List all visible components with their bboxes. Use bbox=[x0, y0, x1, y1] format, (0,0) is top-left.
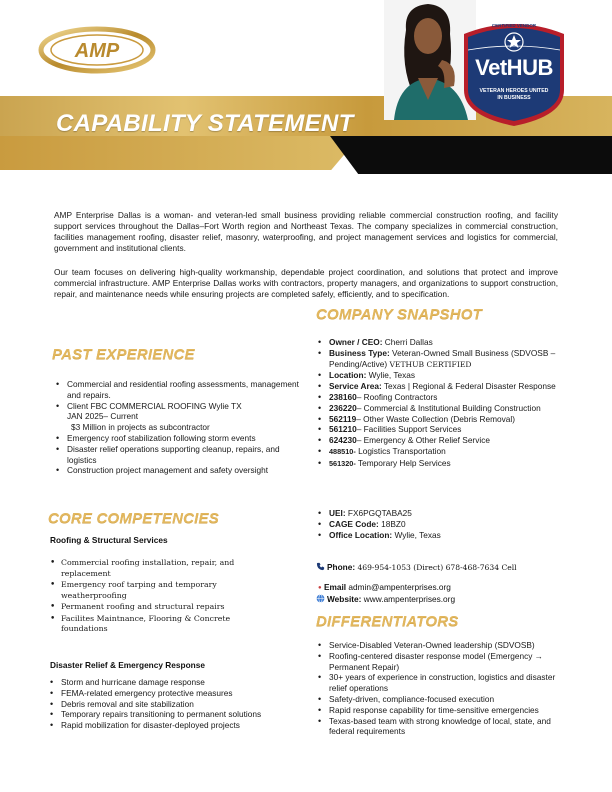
list-item: • FEMA-related emergency protective measures bbox=[48, 688, 288, 699]
naics-item bbox=[316, 424, 556, 435]
business-type-label: Business Type: bbox=[329, 347, 390, 358]
naics-desc: – Emergency & Other Relief Service bbox=[356, 435, 490, 446]
email-bullet-icon: ● bbox=[318, 585, 322, 591]
email-value[interactable]: admin@ampenterprises.org bbox=[348, 582, 451, 592]
past-experience-title: PAST EXPERIENCE bbox=[52, 346, 195, 363]
email-label: Email bbox=[323, 582, 347, 592]
naics-desc: – Facilities Support Services bbox=[356, 424, 462, 435]
naics-item bbox=[316, 403, 556, 414]
website-label: Website: bbox=[327, 594, 362, 604]
service-area-label: Service Area: bbox=[329, 381, 382, 392]
list-item bbox=[54, 401, 304, 433]
naics-code: 561210 bbox=[329, 424, 357, 435]
cage-label: CAGE Code: bbox=[329, 518, 379, 529]
logo-text: AMP bbox=[74, 40, 120, 62]
service-area-item bbox=[316, 381, 556, 392]
list-item: • Commercial and residential roofing assessments, management and repairs. bbox=[54, 379, 304, 401]
office-label: Office Location: bbox=[329, 529, 393, 540]
uei-value: FX6PGQTABA25 bbox=[347, 508, 412, 518]
list-item: • Debris removal and site stabilization bbox=[48, 699, 288, 710]
intro-paragraph-1: AMP Enterprise Dallas is a woman- and veteran-led small business providing reliable commercial construction roofing, and facility support services throughout the Dallas–Fort Worth region and Northeast Texas. The company specializes in commercial construction, facilities management roofing, disaster relief, masonry, waterproofing, and project management services and logistics for commercial, government and institutional clients. bbox=[54, 210, 558, 253]
naics-desc: – Other Waste Collection (Debris Removal) bbox=[356, 413, 516, 424]
core-competencies-title: CORE COMPETENCIES bbox=[48, 510, 219, 527]
disaster-list bbox=[48, 677, 288, 731]
list-item: • Safety-driven, compliance-focused execution bbox=[316, 694, 560, 705]
website-value[interactable]: www.ampenterprises.org bbox=[363, 594, 456, 604]
vethub-certified: VETHUB CERTIFIED bbox=[389, 359, 472, 369]
naics-desc: – Roofing Contractors bbox=[356, 391, 438, 402]
vethub-tagline-1: VETERAN HEROES UNITED bbox=[479, 88, 549, 94]
list-item: • Facilites Maintnance, Flooring & Concrete foundations bbox=[48, 614, 248, 635]
vethub-tagline-2: IN BUSINESS bbox=[497, 94, 531, 101]
amp-logo bbox=[38, 26, 156, 74]
vethub-name: VetHUB bbox=[475, 55, 553, 80]
owner-value: Cherri Dallas bbox=[384, 337, 433, 347]
header bbox=[0, 0, 612, 182]
client-line-2: JAN 2025– Current bbox=[67, 411, 139, 422]
naics-code: 624230 bbox=[329, 435, 357, 446]
list-item: • Roofing-centered disaster response model (Emergency → Permanent Repair) bbox=[316, 651, 560, 673]
list-item: • Emergency roof tarping and temporary weatherproofing bbox=[48, 580, 248, 601]
client-line-1: Client FBC COMMERCIAL ROOFING Wylie TX bbox=[67, 400, 242, 411]
cage-value: 18BZ0 bbox=[381, 518, 406, 529]
location-item bbox=[316, 370, 556, 381]
list-item: • Storm and hurricane damage response bbox=[48, 677, 288, 688]
company-snapshot-title: COMPANY SNAPSHOT bbox=[316, 306, 482, 323]
differentiators-title: DIFFERENTIATORS bbox=[316, 613, 459, 630]
phone-value[interactable]: 469-954-1053 (Direct) 678-468-7634 Cell bbox=[357, 563, 517, 572]
naics-desc: – Commercial & Institutional Building Construction bbox=[356, 402, 541, 413]
naics-item bbox=[316, 458, 556, 470]
website-line bbox=[316, 594, 455, 605]
client-line-3: $3 Million in projects as subcontractor bbox=[71, 422, 210, 433]
naics-item bbox=[316, 435, 556, 446]
roofing-subheading: Roofing & Structural Services bbox=[50, 535, 168, 545]
naics-item bbox=[316, 414, 556, 425]
cage-item bbox=[316, 519, 556, 530]
list-item: • 30+ years of experience in construction, logistics and disaster relief operations bbox=[316, 672, 560, 694]
naics-item bbox=[316, 392, 556, 403]
list-item: • Permanent roofing and structural repairs bbox=[48, 602, 248, 613]
owner-item bbox=[316, 337, 556, 348]
list-item: • Rapid response capability for time-sensitive emergencies bbox=[316, 705, 560, 716]
business-type-item bbox=[316, 348, 556, 371]
naics-code: 561320- bbox=[329, 458, 356, 468]
office-value: Wylie, Texas bbox=[394, 529, 441, 540]
phone-icon bbox=[316, 562, 325, 571]
list-item: • Service-Disabled Veteran-Owned leadership (SDVOSB) bbox=[316, 640, 560, 651]
naics-desc: Temporary Help Services bbox=[355, 457, 451, 468]
differentiators-list bbox=[316, 640, 560, 737]
globe-icon bbox=[316, 594, 325, 603]
list-item: • Temporary repairs transitioning to permanent solutions bbox=[48, 709, 288, 720]
black-accent-band bbox=[330, 136, 612, 174]
naics-item bbox=[316, 446, 556, 458]
list-item: • Disaster relief operations supporting cleanup, repairs, and logistics bbox=[54, 444, 304, 466]
list-item: • Rapid mobilization for disaster-deployed projects bbox=[48, 720, 288, 731]
gold-banner-lower bbox=[0, 136, 360, 170]
service-area-value: Texas | Regional & Federal Disaster Response bbox=[383, 381, 556, 392]
naics-code: 236220 bbox=[329, 402, 357, 413]
list-item: • Construction project management and safety oversight bbox=[54, 465, 304, 476]
page-title: CAPABILITY STATEMENT bbox=[56, 110, 354, 137]
naics-code: 488510- bbox=[329, 446, 356, 456]
list-item: • Texas-based team with strong knowledge of local, state, and federal requirements bbox=[316, 716, 560, 738]
past-experience-list bbox=[54, 379, 304, 476]
naics-code: 562119 bbox=[329, 413, 357, 424]
vethub-arc-text: CERTIFIED VENDOR bbox=[491, 23, 537, 28]
owner-label: Owner / CEO: bbox=[329, 337, 383, 347]
disaster-subheading: Disaster Relief & Emergency Response bbox=[50, 660, 205, 670]
company-snapshot-list bbox=[316, 337, 556, 470]
naics-desc: Logistics Transportation bbox=[355, 445, 446, 456]
office-item bbox=[316, 530, 556, 541]
location-label: Location: bbox=[329, 370, 367, 381]
business-type-value: Veteran-Owned Small Business (SDVOSB – Pending/Active) bbox=[329, 347, 556, 369]
list-item: • Emergency roof stabilization following storm events bbox=[54, 433, 304, 444]
email-line bbox=[318, 582, 451, 594]
vethub-tagline bbox=[462, 88, 566, 101]
phone-line bbox=[316, 562, 517, 573]
uei-item bbox=[316, 508, 556, 519]
location-value: Wylie, Texas bbox=[368, 370, 415, 381]
list-item: • Commercial roofing installation, repair, and replacement bbox=[48, 558, 248, 579]
intro-paragraph-2: Our team focuses on delivering high-quality workmanship, dependable project coordination, and solutions that protect and improve commercial infrastructure. AMP Enterprise Dallas works with contractors, property managers, and organizations to support construction, repair, and maintenance needs while ensuring projects are completed safely, efficiently, and to specification. bbox=[54, 267, 558, 299]
phone-label: Phone: bbox=[327, 562, 356, 572]
roofing-list bbox=[48, 558, 248, 635]
registration-list bbox=[316, 508, 556, 540]
naics-code: 238160 bbox=[329, 391, 357, 402]
uei-label: UEI: bbox=[329, 508, 346, 518]
